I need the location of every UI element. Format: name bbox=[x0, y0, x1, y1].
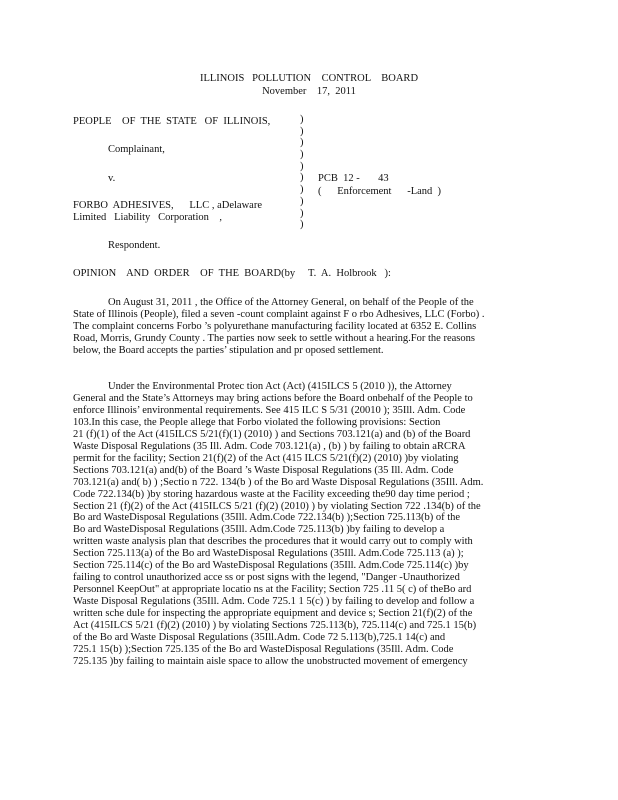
text-line: enforce Illinois’ environmental requirements. See 415 ILC S 5/31 (20010 ); 35Ill. Adm. Code bbox=[73, 404, 466, 416]
caption-versus: v. bbox=[108, 173, 116, 184]
text-line: 703.121(a) and( b) ) ;Sectio n 722. 134(b ) of the Bo ard Waste Disposal Regulations (35Ill. Adm. bbox=[73, 476, 484, 488]
text-line: Code 722.134(b) )by storing hazardous waste at the Facility exceeding the90 day time period ; bbox=[73, 488, 470, 500]
paragraph-allegations bbox=[73, 381, 535, 668]
paren: ) bbox=[300, 207, 304, 219]
text-line: Personnel KeepOut" at appropriate locatio ns at the Facility; Section 725 .11 5( c) of theBo ard bbox=[73, 584, 472, 596]
text-line: Waste Disposal Regulations (35 Ill. Adm. Code 703.121(a) , (b) ) by failing to obtain aRCRA bbox=[73, 440, 466, 452]
text-line: Section 725.114(c) of the Bo ard WasteDisposal Regulations (35Ill. Adm.Code 725.114(c) )by bbox=[73, 560, 469, 572]
text-line: Under the Environmental Protec tion Act (Act) (415ILCS 5 (2010 )), the Attorney bbox=[108, 381, 452, 392]
text-line: Act (415ILCS 5/21 (f)(2) (2010) ) by violating Sections 725.113(b), 725.114(c) and 725.1 15(b) bbox=[73, 620, 477, 632]
paren: ) bbox=[300, 149, 304, 161]
paren: ) bbox=[300, 114, 304, 125]
text-line: 21 (f)(1) of the Act (415ILCS 5/21(f)(1) (2010) ) and Sections 703.121(a) and (b) of the Board bbox=[73, 428, 471, 440]
paren: ) bbox=[300, 160, 304, 172]
opinion-heading: OPINION AND ORDER OF THE BOARD(by T. A. Holbrook ): bbox=[73, 268, 391, 279]
text-line: written sche dule for inspecting the appropriate equipment and device s; Section 21(f)(2) of the bbox=[73, 608, 473, 620]
caption-complainant: Complainant, bbox=[108, 144, 165, 155]
caption-respondent: Respondent. bbox=[108, 240, 161, 251]
paragraph-intro bbox=[73, 297, 535, 357]
paren: ) bbox=[300, 137, 304, 149]
text-line: 103.In this case, the People allege that Forbo violated the following provisions: Section bbox=[73, 416, 441, 428]
text-line: Road, Morris, Grundy County . The parties now seek to settle without a hearing.For the reasons bbox=[73, 332, 475, 344]
caption-people: PEOPLE OF THE STATE OF ILLINOIS, bbox=[73, 116, 271, 127]
text-line: Section 725.113(a) of the Bo ard WasteDisposal Regulations (35Ill. Adm.Code 725.113 (a) ); bbox=[73, 548, 464, 560]
paren: ) bbox=[300, 184, 304, 196]
text-line: failing to control unauthorized acce ss or post signs with the legend, "Danger -Unauthorized bbox=[73, 572, 460, 584]
caption-respondent-name: FORBO ADHESIVES, LLC , aDelaware bbox=[73, 200, 262, 211]
text-line: below, the Board accepts the parties’ stipulation and pr oposed settlement. bbox=[73, 344, 384, 356]
text-line: State of Illinois (People), filed a seven -count complaint against F o rbo Adhesives, LLC (Forbo) . bbox=[73, 308, 485, 320]
text-line: The complaint concerns Forbo ’s polyurethane manufacturing facility located at 6352 E. Collins bbox=[73, 320, 477, 332]
text-line: written waste analysis plan that describes the procedures that it would carry out to comply with bbox=[73, 536, 473, 548]
text-line: Section 21 (f)(2) of the Act (415ILCS 5/21 (f)(2) (2010) ) by violating Section 722 .134(b) of the bbox=[73, 500, 481, 512]
text-line: Sections 703.121(a) and(b) of the Board ’s Waste Disposal Regulations (35 Ill. Adm. Code bbox=[73, 464, 454, 476]
text-line: permit for the facility; Section 21(f)(2) of the Act (415 ILCS 5/21(f)(2) (2010) )by violating bbox=[73, 452, 459, 464]
text-line: of the Bo ard Waste Disposal Regulations (35Ill.Adm. Code 72 5.113(b),725.1 14(c) and bbox=[73, 632, 446, 644]
caption-parentheses bbox=[300, 114, 304, 231]
case-number: PCB 12 - 43 bbox=[318, 173, 389, 184]
paren: ) bbox=[300, 219, 304, 231]
paren: ) bbox=[300, 172, 304, 184]
text-line: General and the State’s Attorneys may bring actions before the Board onbehalf of the People to bbox=[73, 392, 473, 404]
paren: ) bbox=[300, 125, 304, 137]
order-date: November 17, 2011 bbox=[262, 86, 356, 97]
case-type: ( Enforcement -Land ) bbox=[318, 186, 442, 197]
text-line: 725.135 )by failing to maintain aisle space to allow the unobstructed movement of emergency bbox=[73, 655, 468, 667]
caption-respondent-entity: Limited Liability Corporation , bbox=[73, 212, 223, 223]
text-line: 725.1 15(b) );Section 725.135 of the Bo ard WasteDisposal Regulations (35Ill. Adm. Code bbox=[73, 643, 454, 655]
board-title: ILLINOIS POLLUTION CONTROL BOARD bbox=[199, 73, 419, 84]
paren: ) bbox=[300, 195, 304, 207]
text-line: On August 31, 2011 , the Office of the Attorney General, on behalf of the People of the bbox=[108, 297, 474, 308]
text-line: Waste Disposal Regulations (35Ill. Adm. Code 725.1 1 5(c) ) by failing to develop and follow a bbox=[73, 596, 475, 608]
text-line: Bo ard WasteDisposal Regulations (35Ill. Adm.Code 725.113(b) )by failing to develop a bbox=[73, 524, 445, 536]
text-line: Bo ard WasteDisposal Regulations (35Ill. Adm.Code 722.134(b) );Section 725.113(b) of the bbox=[73, 512, 461, 524]
